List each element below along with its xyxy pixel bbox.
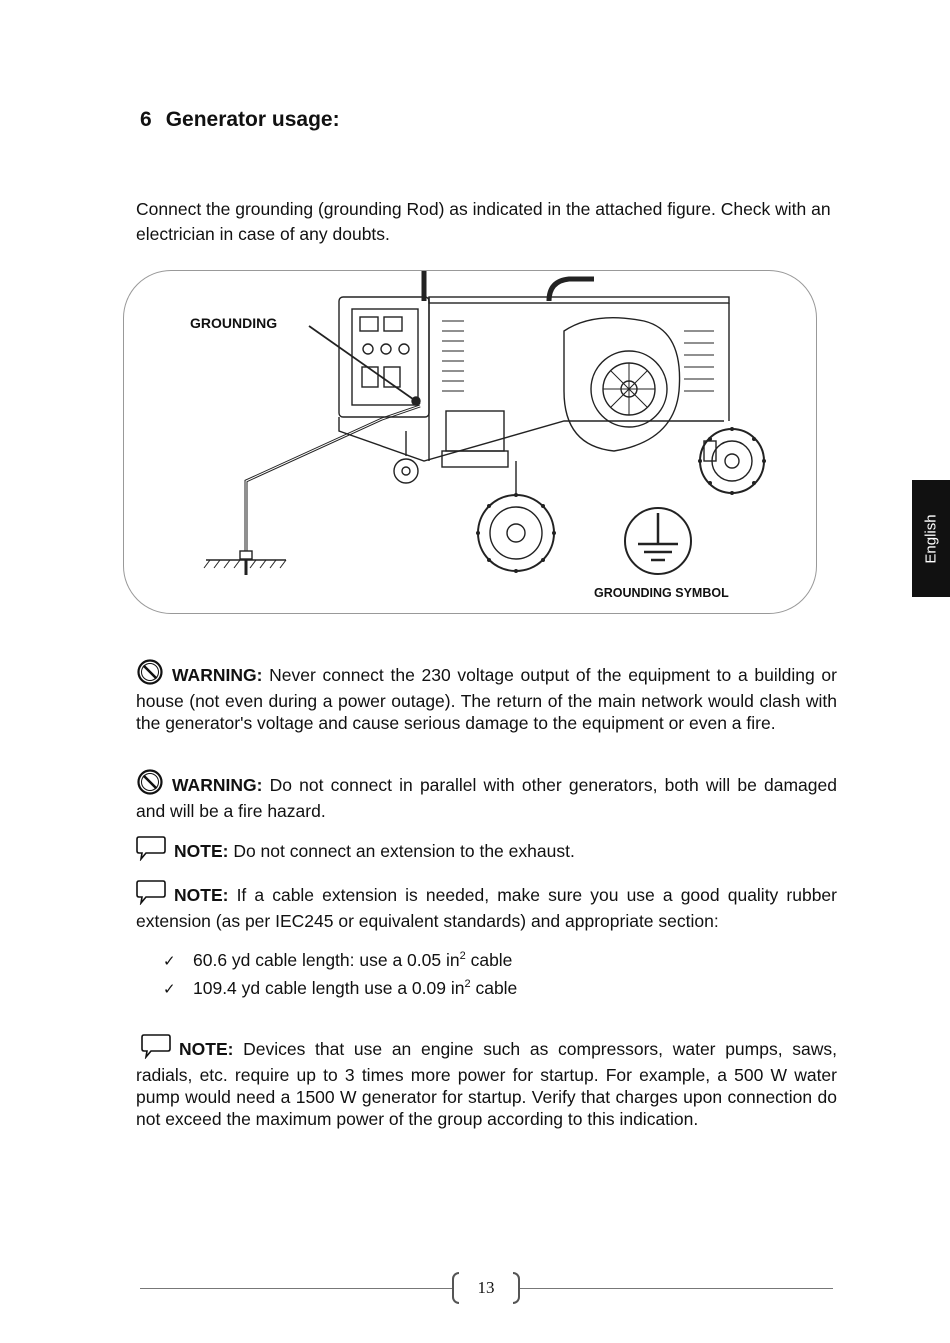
warning-paragraph: [136, 659, 837, 734]
cable-spec-list: [163, 945, 517, 1001]
cable-spec-unit: cable: [470, 977, 518, 998]
prohibition-icon: [136, 659, 164, 690]
speech-bubble-icon: [141, 1033, 171, 1064]
note-paragraph: [136, 1033, 837, 1130]
language-tab-label: English: [922, 513, 940, 564]
checkmark-icon: ✓: [163, 980, 176, 998]
warning-label: WARNING:: [172, 665, 263, 685]
note-text: Do not connect an extension to the exhaust.: [233, 841, 575, 861]
note-text: If a cable extension is needed, make sure you use a good quality rubber extension (as per IEC245 or equivalent standards) and appropriate section:: [136, 885, 837, 931]
note-paragraph: [136, 835, 837, 866]
note-label: NOTE:: [174, 885, 229, 905]
note-text: Devices that use an engine such as compressors, water pumps, saws, radials, etc. require up to 3 times more power for startup. For example, a 500 W water pump would need a 1500 W generator for startup. Verify that charges upon connection do not exceed the maximum power of the group according to this indication.: [136, 1039, 837, 1129]
superscript: 2: [459, 950, 466, 962]
language-tab: [912, 480, 950, 597]
section-number: 6: [140, 108, 152, 131]
superscript: 2: [464, 977, 471, 990]
grounding-symbol-label: GROUNDING SYMBOL: [594, 586, 729, 600]
right-bracket: [513, 1272, 520, 1304]
warning-paragraph: [136, 769, 837, 822]
list-item: [163, 973, 517, 1001]
cable-spec-unit: cable: [465, 949, 513, 970]
warning-label: WARNING:: [172, 775, 263, 795]
list-item: [163, 945, 517, 973]
checkmark-icon: ✓: [163, 952, 176, 970]
grounding-figure: [123, 270, 817, 614]
footer-rule-left: [140, 1288, 452, 1289]
intro-paragraph: Connect the grounding (grounding Rod) as indicated in the attached figure. Check with an electrician in case of any doubts.: [136, 199, 831, 244]
warning-text: Never connect the 230 voltage output of the equipment to a building or house (not even during a power outage). The return of the main network would clash with the generator's voltage and cause serious damage to the equipment or even a fire.: [136, 665, 837, 733]
note-paragraph: [136, 879, 837, 932]
section-heading: [140, 108, 340, 132]
note-label: NOTE:: [179, 1039, 234, 1059]
left-bracket: [452, 1272, 459, 1304]
speech-bubble-icon: [136, 835, 166, 866]
grounding-label: GROUNDING: [190, 315, 278, 331]
note-label: NOTE:: [174, 841, 229, 861]
footer-rule-right: [520, 1288, 833, 1289]
speech-bubble-icon: [136, 879, 166, 910]
page-number: 13: [477, 1278, 495, 1297]
cable-spec-text: 109.4 yd cable length use a 0.09 in: [193, 977, 465, 998]
prohibition-icon: [136, 769, 164, 800]
cable-spec-text: 60.6 yd cable length: use a 0.05 in: [193, 949, 460, 970]
warning-text: Do not connect in parallel with other generators, both will be damaged and will be a fire hazard.: [136, 775, 837, 821]
section-title: Generator usage:: [165, 108, 340, 131]
